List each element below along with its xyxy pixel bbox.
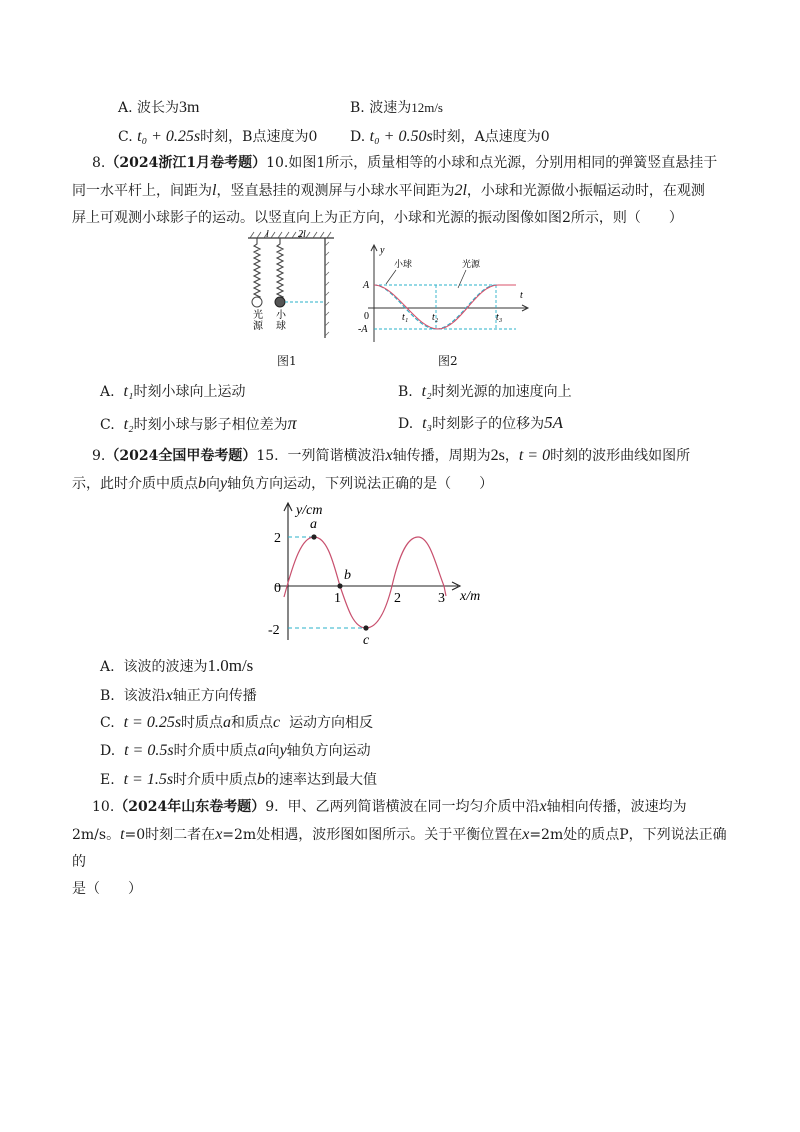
q10-stem [72, 793, 732, 903]
fig2-light-curve [374, 285, 516, 329]
option-text: 时刻，B点速度为0 [200, 129, 318, 145]
question-subnumber: 10. [266, 155, 289, 171]
point-c [363, 625, 368, 630]
tick-y-2: 2 [274, 531, 281, 546]
q8-option-c [100, 413, 297, 434]
option-text: 和质点 [231, 715, 274, 731]
option-var: x [165, 687, 173, 704]
q9-stem [72, 442, 732, 498]
point-a [311, 534, 316, 539]
math-var: t [120, 826, 125, 843]
fig2-label-t1: t₁ [402, 312, 409, 323]
q7-option-b [350, 97, 443, 117]
option-text: 时刻，A点速度为0 [432, 129, 550, 145]
q8-stem [72, 150, 732, 232]
option-text: 向 [265, 743, 280, 759]
option-text: 时刻小球向上运动 [133, 384, 246, 400]
option-text: 时介质中质点 [173, 743, 258, 759]
option-math: t = 0.25s [123, 714, 182, 731]
question-text: 轴传播，周期为 [392, 448, 491, 464]
ball-circle [275, 297, 285, 307]
label-light: 光源 [253, 310, 263, 332]
fig2-label-t2: t₂ [432, 312, 439, 323]
question-text: 甲、乙两列简谐横波在同一均匀介质中沿 [287, 799, 540, 815]
math-value: 2s [490, 447, 505, 464]
question-text: ， [504, 448, 519, 464]
option-math: t₀ + 0.50s [369, 128, 433, 145]
option-text: 时刻光源的加速度向上 [431, 384, 572, 400]
tick-x-3: 3 [438, 591, 445, 606]
fig2-legend-ball: 小球 [394, 259, 413, 269]
question-text: 示，此时介质中质点 [72, 476, 198, 492]
option-math: 1.0m/s [207, 656, 254, 675]
q9-wave-graph [268, 500, 498, 650]
fig2-label-t3: t₃ [496, 312, 503, 323]
q9-option-b [100, 685, 257, 705]
math-var: l [212, 182, 217, 199]
option-label: D. [398, 416, 414, 432]
question-text: =0时刻二者在 [124, 827, 216, 843]
option-math: 5A [544, 413, 563, 432]
fig1-caption: 图1 [277, 354, 297, 368]
option-var: b [257, 771, 266, 788]
tick-x-1: 1 [334, 591, 341, 606]
q7-option-a [118, 97, 199, 117]
question-text: 2m/s。 [72, 827, 121, 843]
question-text: 轴相向传播，波速均为 [546, 799, 687, 815]
option-var: c [273, 714, 281, 731]
label-point-a: a [310, 517, 317, 532]
question-text: ，小球和光源做小振幅运动时，在观测 [466, 183, 705, 199]
tick-y-0: 0 [274, 581, 281, 596]
label-point-b: b [344, 568, 351, 583]
option-label: A. [118, 100, 133, 116]
option-math: t₀ + 0.25s [137, 128, 201, 145]
question-text: 如图1所示，质量相等的小球和点光源，分别用相同的弹簧竖直悬挂于 [288, 155, 718, 171]
question-text: 一列简谐横波沿 [287, 448, 386, 464]
tick-y-neg2: -2 [268, 623, 280, 638]
option-text: 的速率达到最大值 [265, 772, 378, 788]
option-label: C. [118, 129, 133, 145]
wave-curve [284, 537, 446, 628]
question-number: 9. [92, 448, 106, 464]
q9-option-a [100, 656, 253, 676]
option-label: B. [398, 384, 413, 400]
option-label: A. [100, 659, 115, 675]
option-label: B. [350, 100, 365, 116]
question-text: =2m处的质点P，下列说法正确的 [72, 827, 727, 870]
option-math: t = 1.5s [123, 771, 174, 788]
q9-option-d [100, 740, 371, 760]
fig2-label-a: A [363, 280, 370, 291]
option-label: B. [100, 688, 115, 704]
wave-y-label: y/cm [296, 503, 323, 518]
question-text: =2m处相遇，波形图如图所示。关于平衡位置在 [222, 827, 523, 843]
math-var: x [215, 826, 223, 843]
option-label: D. [350, 129, 366, 145]
option-text: 运动方向相反 [289, 715, 374, 731]
label-ball: 小球 [276, 310, 286, 332]
question-text: 向 [206, 476, 220, 492]
math-var: y [220, 475, 228, 492]
tick-x-2: 2 [394, 591, 401, 606]
option-var: a [223, 714, 232, 731]
question-text: 同一水平杆上，间距为 [72, 183, 212, 199]
q8-option-b [398, 381, 572, 401]
math-value: t = 0 [518, 447, 551, 464]
fig2-ball-curve [374, 285, 516, 329]
fig2-legend-light: 光源 [462, 259, 481, 269]
q8-option-a [100, 381, 245, 401]
option-label: C. [100, 715, 115, 731]
math-var: x [385, 447, 393, 464]
question-number: 8. [92, 155, 106, 171]
option-var: t₂ [123, 416, 134, 433]
fig2-label-zero: 0 [364, 311, 369, 322]
label-point-c: c [363, 633, 370, 648]
option-text: 时介质中质点 [173, 772, 258, 788]
option-text: 轴负方向运动 [286, 743, 371, 759]
q8-figure-1 [240, 226, 340, 346]
option-var: t₃ [422, 415, 433, 432]
question-source: （2024年山东卷考题） [114, 799, 266, 815]
option-var: t₁ [123, 383, 134, 400]
dim-l: l [266, 229, 269, 240]
q8-figure-2 [356, 242, 536, 350]
fig2-caption: 图2 [438, 354, 458, 368]
fig2-axis-y-label: y [380, 245, 385, 256]
option-label: E. [100, 772, 115, 788]
option-var: t₂ [421, 383, 432, 400]
option-text: 该波的波速为 [123, 659, 208, 675]
question-source: （2024浙江1月卷考题） [105, 155, 267, 171]
question-text: 轴负方向运动，下列说法正确的是（ ） [227, 476, 494, 492]
option-text: 时刻影子的位移为 [432, 416, 545, 432]
fig2-axis-t-label: t [520, 290, 523, 301]
question-number: 10. [92, 799, 115, 815]
question-text: ，竖直悬挂的观测屏与小球水平间距为 [216, 183, 455, 199]
question-text: 是（ ） [72, 881, 142, 897]
option-math: t = 0.5s [124, 742, 174, 759]
option-math: 12m/s [411, 100, 443, 115]
option-var: y [279, 742, 287, 759]
q7-option-c [118, 126, 317, 146]
q9-option-e [100, 769, 377, 789]
point-b [337, 583, 342, 588]
option-text: 波速为 [369, 100, 412, 116]
math-var: b [198, 475, 206, 492]
math-var: 2l [454, 182, 467, 199]
option-label: D. [100, 743, 116, 759]
question-subnumber: 9. [265, 799, 279, 815]
option-text: 波长为 [137, 100, 180, 116]
option-text: 该波沿 [123, 688, 166, 704]
q7-option-d [350, 126, 550, 146]
q8-option-d [398, 413, 563, 433]
fig2-label-neg-a: -A [358, 324, 368, 335]
question-text: 时刻的波形曲线如图所 [550, 448, 691, 464]
dim-2l: 2l [298, 229, 306, 240]
option-text: 轴正方向传播 [172, 688, 257, 704]
math-var: x [522, 826, 530, 843]
option-label: C. [100, 417, 115, 433]
math-var: x [539, 798, 547, 815]
option-text: 时刻小球与影子相位差为 [133, 417, 288, 433]
option-label: A. [100, 384, 115, 400]
wave-x-label: x/m [460, 589, 481, 604]
option-math: 3m [179, 99, 200, 116]
light-source-circle [252, 297, 262, 307]
q9-option-c [100, 712, 373, 732]
question-text: 屏上可观测小球影子的运动。以竖直向上为正方向，小球和光源的振动图像如图2所示，则（ ） [72, 210, 683, 226]
option-text: 时质点 [181, 715, 224, 731]
question-source: （2024全国甲卷考题） [105, 448, 257, 464]
option-math: π [287, 413, 297, 433]
option-var: a [257, 742, 266, 759]
question-subnumber: 15. [256, 448, 279, 464]
